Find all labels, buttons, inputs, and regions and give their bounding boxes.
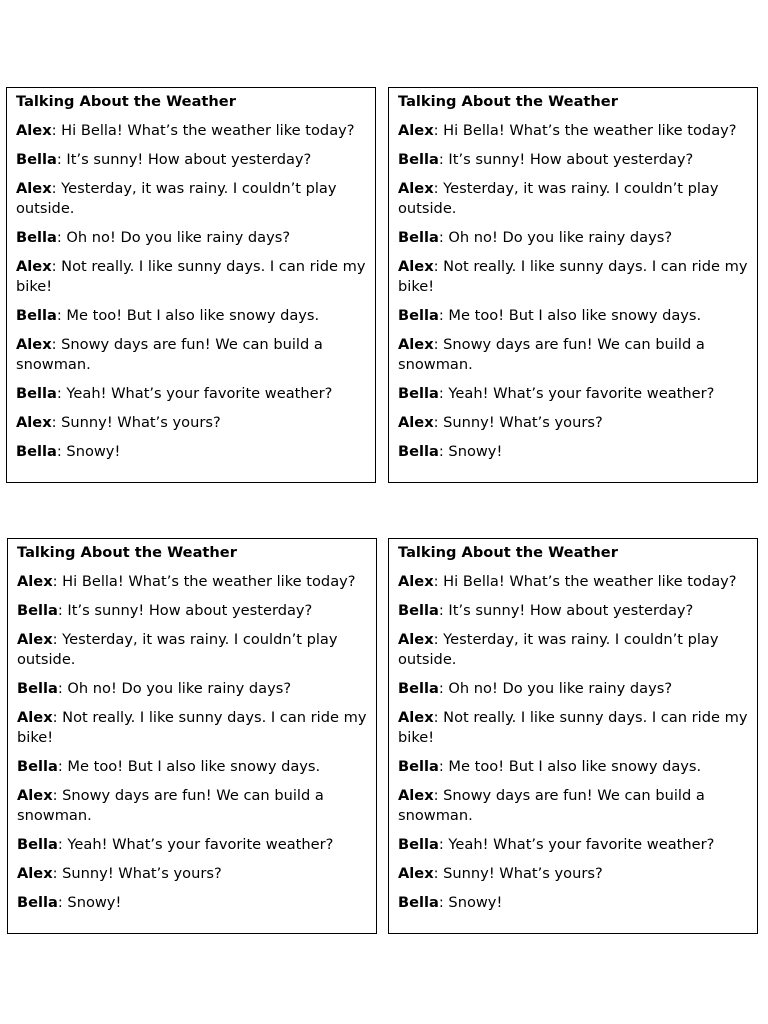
speaker-name: Bella [398, 307, 439, 325]
dialogue-line [398, 179, 749, 218]
speaker-name: Alex [398, 336, 434, 354]
line-text: : Oh no! Do you like rainy days? [438, 680, 673, 698]
speaker-name: Bella [17, 680, 58, 698]
speaker-name: Bella [398, 602, 439, 620]
line-text: : Sunny! What’s yours? [433, 414, 603, 432]
line-text: : It’s sunny! How about yesterday? [438, 151, 694, 169]
line-text: : Hi Bella! What’s the weather like today? [433, 122, 737, 139]
speaker-name: Bella [398, 894, 439, 912]
speaker-name: Alex [16, 336, 52, 354]
speaker-name: Alex [17, 709, 53, 727]
dialogue-line [16, 150, 367, 170]
line-text: : Snowy days are fun! We can build a snowman. [17, 787, 324, 824]
dialogue-line [17, 601, 368, 621]
dialogue-line [17, 708, 368, 747]
dialogue-line [398, 384, 749, 404]
speaker-name: Alex [398, 573, 434, 590]
line-text: : Yesterday, it was rainy. I couldn’t play outside. [398, 180, 719, 217]
line-text: : Not really. I like sunny days. I can ride my bike! [398, 258, 748, 295]
speaker-name: Alex [398, 787, 434, 805]
dialogue-line [398, 786, 749, 825]
speaker-name: Alex [398, 865, 434, 883]
speaker-name: Alex [16, 122, 52, 139]
line-text: : Oh no! Do you like rainy days? [56, 229, 291, 247]
line-text: : Me too! But I also like snowy days. [438, 758, 702, 776]
dialogue-card [388, 87, 758, 483]
speaker-name: Bella [17, 602, 58, 620]
line-text: : Me too! But I also like snowy days. [56, 307, 320, 325]
dialogue-line [398, 893, 749, 913]
dialogue-card [388, 538, 758, 934]
dialogue-card [7, 538, 377, 934]
speaker-name: Alex [398, 631, 434, 649]
speaker-name: Alex [17, 573, 53, 590]
dialogue-line [398, 228, 749, 248]
line-text: : Yesterday, it was rainy. I couldn’t play outside. [398, 631, 719, 668]
dialogue-line [398, 630, 749, 669]
dialogue-line [398, 708, 749, 747]
line-text: : Yesterday, it was rainy. I couldn’t play outside. [17, 631, 338, 668]
speaker-name: Alex [398, 122, 434, 139]
dialogue-line [16, 413, 367, 433]
line-text: : Not really. I like sunny days. I can ride my bike! [17, 709, 367, 746]
dialogue-line [398, 757, 749, 777]
line-text: : Yeah! What’s your favorite weather? [438, 836, 715, 854]
line-text: : Sunny! What’s yours? [52, 865, 222, 883]
speaker-name: Bella [17, 836, 58, 854]
line-text: : Snowy! [438, 443, 503, 461]
speaker-name: Bella [398, 758, 439, 776]
dialogue-line [16, 384, 367, 404]
line-text: : Sunny! What’s yours? [51, 414, 221, 432]
speaker-name: Alex [17, 865, 53, 883]
line-text: : Oh no! Do you like rainy days? [57, 680, 292, 698]
line-text: : Yeah! What’s your favorite weather? [57, 836, 334, 854]
dialogue-line [16, 442, 367, 462]
speaker-name: Bella [16, 385, 57, 403]
card-title: Talking About the Weather [17, 544, 237, 561]
line-text: : Oh no! Do you like rainy days? [438, 229, 673, 247]
speaker-name: Bella [16, 229, 57, 247]
line-text: : Yeah! What’s your favorite weather? [56, 385, 333, 403]
dialogue-line [398, 442, 749, 462]
speaker-name: Bella [16, 151, 57, 169]
line-text: : Snowy days are fun! We can build a snowman. [398, 787, 705, 824]
card-title: Talking About the Weather [398, 93, 618, 110]
dialogue-line [17, 835, 368, 855]
dialogue-line [398, 601, 749, 621]
speaker-name: Alex [17, 631, 53, 649]
dialogue-line [398, 413, 749, 433]
speaker-name: Bella [17, 894, 58, 912]
dialogue-line [398, 257, 749, 296]
speaker-name: Bella [398, 836, 439, 854]
speaker-name: Bella [398, 385, 439, 403]
line-text: : Not really. I like sunny days. I can ride my bike! [398, 709, 748, 746]
line-text: : Me too! But I also like snowy days. [57, 758, 321, 776]
dialogue-line [398, 835, 749, 855]
line-text: : Snowy! [438, 894, 503, 912]
speaker-name: Bella [398, 229, 439, 247]
dialogue-line [17, 572, 368, 592]
dialogue-line [16, 335, 367, 374]
dialogue-line [17, 786, 368, 825]
speaker-name: Alex [398, 180, 434, 198]
speaker-name: Bella [398, 151, 439, 169]
dialogue-line [398, 306, 749, 326]
speaker-name: Alex [16, 180, 52, 198]
line-text: : Snowy! [56, 443, 121, 461]
line-text: : Hi Bella! What’s the weather like today? [433, 573, 737, 590]
speaker-name: Alex [16, 414, 52, 432]
dialogue-line [398, 864, 749, 884]
dialogue-line [17, 630, 368, 669]
dialogue-line [16, 257, 367, 296]
line-text: : Hi Bella! What’s the weather like today? [52, 573, 356, 590]
line-text: : Hi Bella! What’s the weather like today? [51, 122, 355, 139]
line-text: : Snowy days are fun! We can build a snowman. [16, 336, 323, 373]
card-title: Talking About the Weather [398, 544, 618, 561]
line-text: : It’s sunny! How about yesterday? [57, 602, 313, 620]
dialogue-card [6, 87, 376, 483]
line-text: : It’s sunny! How about yesterday? [56, 151, 312, 169]
line-text: : Me too! But I also like snowy days. [438, 307, 702, 325]
speaker-name: Bella [16, 307, 57, 325]
dialogue-line [17, 679, 368, 699]
line-text: : Not really. I like sunny days. I can ride my bike! [16, 258, 366, 295]
line-text: : Yeah! What’s your favorite weather? [438, 385, 715, 403]
dialogue-line [16, 179, 367, 218]
speaker-name: Alex [398, 709, 434, 727]
line-text: : Yesterday, it was rainy. I couldn’t play outside. [16, 180, 337, 217]
dialogue-line [398, 679, 749, 699]
dialogue-line [398, 335, 749, 374]
dialogue-line [398, 150, 749, 170]
dialogue-line [17, 893, 368, 913]
line-text: : Snowy days are fun! We can build a snowman. [398, 336, 705, 373]
speaker-name: Bella [17, 758, 58, 776]
speaker-name: Bella [398, 443, 439, 461]
dialogue-line [16, 306, 367, 326]
speaker-name: Alex [398, 258, 434, 276]
dialogue-line [398, 572, 749, 592]
dialogue-line [398, 121, 749, 141]
speaker-name: Alex [16, 258, 52, 276]
dialogue-line [17, 864, 368, 884]
dialogue-line [16, 121, 367, 141]
line-text: : Sunny! What’s yours? [433, 865, 603, 883]
dialogue-line [16, 228, 367, 248]
line-text: : It’s sunny! How about yesterday? [438, 602, 694, 620]
card-title: Talking About the Weather [16, 93, 236, 110]
dialogue-line [17, 757, 368, 777]
speaker-name: Alex [17, 787, 53, 805]
speaker-name: Alex [398, 414, 434, 432]
speaker-name: Bella [398, 680, 439, 698]
line-text: : Snowy! [57, 894, 122, 912]
speaker-name: Bella [16, 443, 57, 461]
